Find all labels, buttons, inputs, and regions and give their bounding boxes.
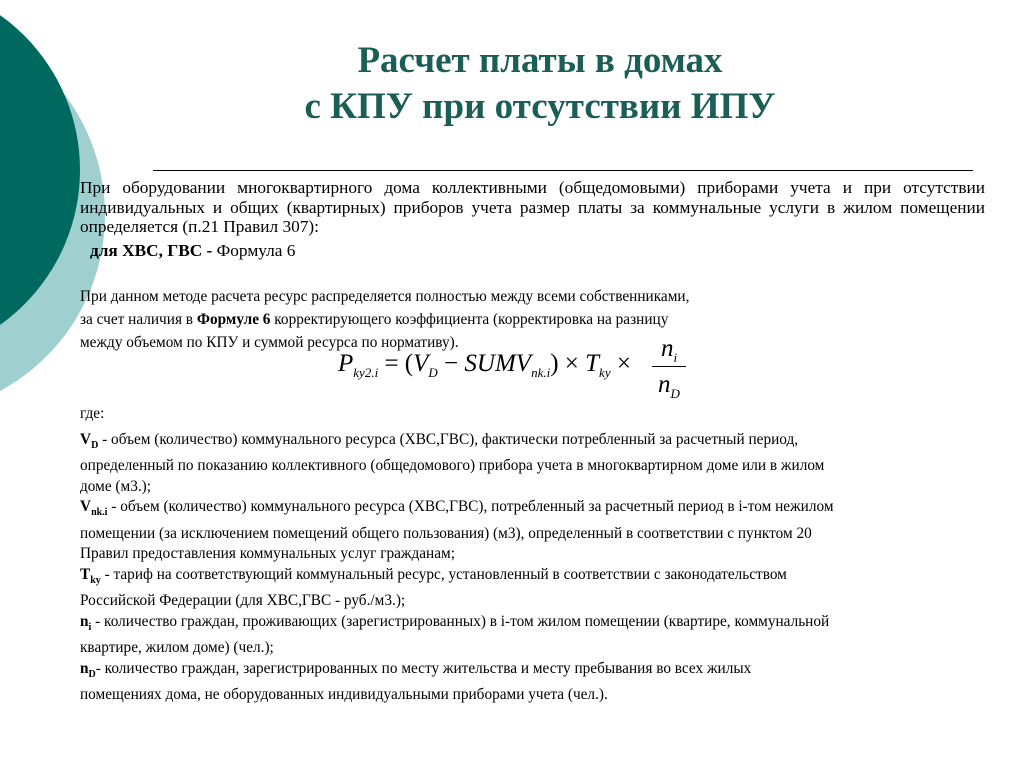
def-tky-symbol: T [80, 565, 91, 583]
bullet-text: Формула 6 [216, 241, 296, 260]
def-nd-text-1: - количество граждан, зарегистрированных по месту жительства и месту пребывания во всех жилых [95, 659, 752, 677]
def-vnk-line-1 [80, 497, 980, 524]
def-vd-line-1 [80, 430, 980, 457]
denominator-symbol: n [658, 371, 671, 398]
formula-close-times: ) × [550, 350, 586, 377]
def-ni-symbol: n [80, 612, 89, 630]
fraction-denominator [652, 371, 686, 401]
def-vd-label [80, 430, 99, 451]
def-nd-symbol: n [80, 659, 89, 677]
title-line-2: с КПУ при отсутствии ИПУ [304, 86, 776, 127]
formula-vd: V [413, 350, 429, 377]
formula-main [338, 350, 631, 381]
formula-sumv: SUMV [464, 350, 532, 377]
formula-vd-sub: D [428, 365, 438, 380]
formula-lhs: P [338, 350, 354, 377]
formula-minus: − [437, 350, 465, 377]
slide-title [160, 38, 920, 130]
formula-equals: = ( [378, 350, 414, 377]
intro-paragraph: При оборудовании многоквартирного дома коллективными (общедомовыми) приборами учета и при отсутствии индивидуальных и общих (квартирных) приборов учета размер платы за коммунальные услуги в жилом помещении определяется (п.21 Правил 307): [80, 178, 985, 236]
def-ni-line-1 [80, 612, 980, 639]
def-tky-label [80, 565, 101, 586]
method-line-1: При данном методе расчета ресурс распределяется полностью между всеми собственниками, [80, 288, 690, 305]
method-line-2 [80, 308, 689, 331]
def-tky-sub: ky [90, 574, 101, 586]
method-line-2-bold: Формуле 6 [196, 311, 271, 328]
def-ni-label [80, 612, 92, 633]
formula-lhs-sub: ky2.i [353, 365, 379, 380]
def-tky-line-1 [80, 565, 980, 592]
denominator-sub: D [670, 386, 680, 401]
def-vd-symbol: V [80, 430, 92, 448]
formula-bullet [90, 241, 295, 261]
def-nd-line-2: помещениях дома, не оборудованных индивидуальными приборами учета (чел.). [80, 686, 608, 704]
def-vd-text-1: - объем (количество) коммунального ресурса (ХВС,ГВС), фактически потребленный за расчетный период, [98, 430, 799, 448]
def-nd-line-1 [80, 659, 980, 686]
def-vd-sub: D [91, 439, 99, 451]
def-vd-line-3: доме (м3.); [80, 477, 152, 495]
def-vnk-symbol: V [80, 498, 92, 516]
def-ni-text-1: - количество граждан, проживающих (зарегистрированных) в i-том жилом помещении (квартире, коммунальной [91, 612, 830, 630]
where-label: где: [80, 405, 105, 422]
def-ni-sub: i [88, 621, 92, 633]
def-nd-sub: D [88, 668, 96, 680]
title-line-1: Расчет платы в домах [357, 40, 723, 81]
formula-6 [338, 334, 698, 404]
definitions [80, 404, 980, 706]
formula-sumv-sub: nk.i [531, 365, 551, 380]
method-line-3: между объемом по КПУ и суммой ресурса по нормативу). [80, 334, 459, 351]
method-line-2-pre: за счет наличия в [80, 311, 197, 328]
fraction-bar [652, 366, 686, 367]
def-vnk-text-1: - объем (количество) коммунального ресурса (ХВС,ГВС), потребленный за расчетный период в i-том нежилом [107, 498, 834, 516]
formula-t-sub: ky [599, 365, 611, 380]
numerator-sub: i [673, 350, 678, 365]
formula-times: × [610, 350, 631, 377]
def-ni-line-2: квартире, жилом доме) (чел.); [80, 639, 274, 657]
def-vd-line-2: определенный по показанию коллективного (общедомового) прибора учета в многоквартирном доме или в жилом [80, 457, 825, 475]
fraction-numerator [652, 334, 686, 364]
def-nd-label [80, 659, 96, 680]
formula-fraction [652, 334, 686, 401]
def-vnk-line-2: помещении (за исключением помещений общего пользования) (м3), определенный в соответствии с пунктом 20 [80, 524, 812, 542]
method-line-2-post: корректирующего коэффициента (корректировка на разницу [270, 311, 669, 328]
def-vnk-sub: nk.i [91, 507, 108, 519]
numerator-symbol: n [660, 335, 674, 362]
def-vnk-line-3: Правил предоставления коммунальных услуг гражданам; [80, 545, 455, 563]
bullet-bold-text: для ХВС, ГВС - [90, 241, 217, 260]
formula-t: T [585, 350, 600, 377]
def-tky-line-2: Российской Федерации (для ХВС,ГВС - руб./м3.); [80, 592, 406, 610]
def-vnk-label [80, 498, 108, 519]
def-tky-text-1: - тариф на соответствующий коммунальный ресурс, установленный в соответствии с законодательством [100, 565, 787, 583]
title-divider [153, 170, 973, 171]
